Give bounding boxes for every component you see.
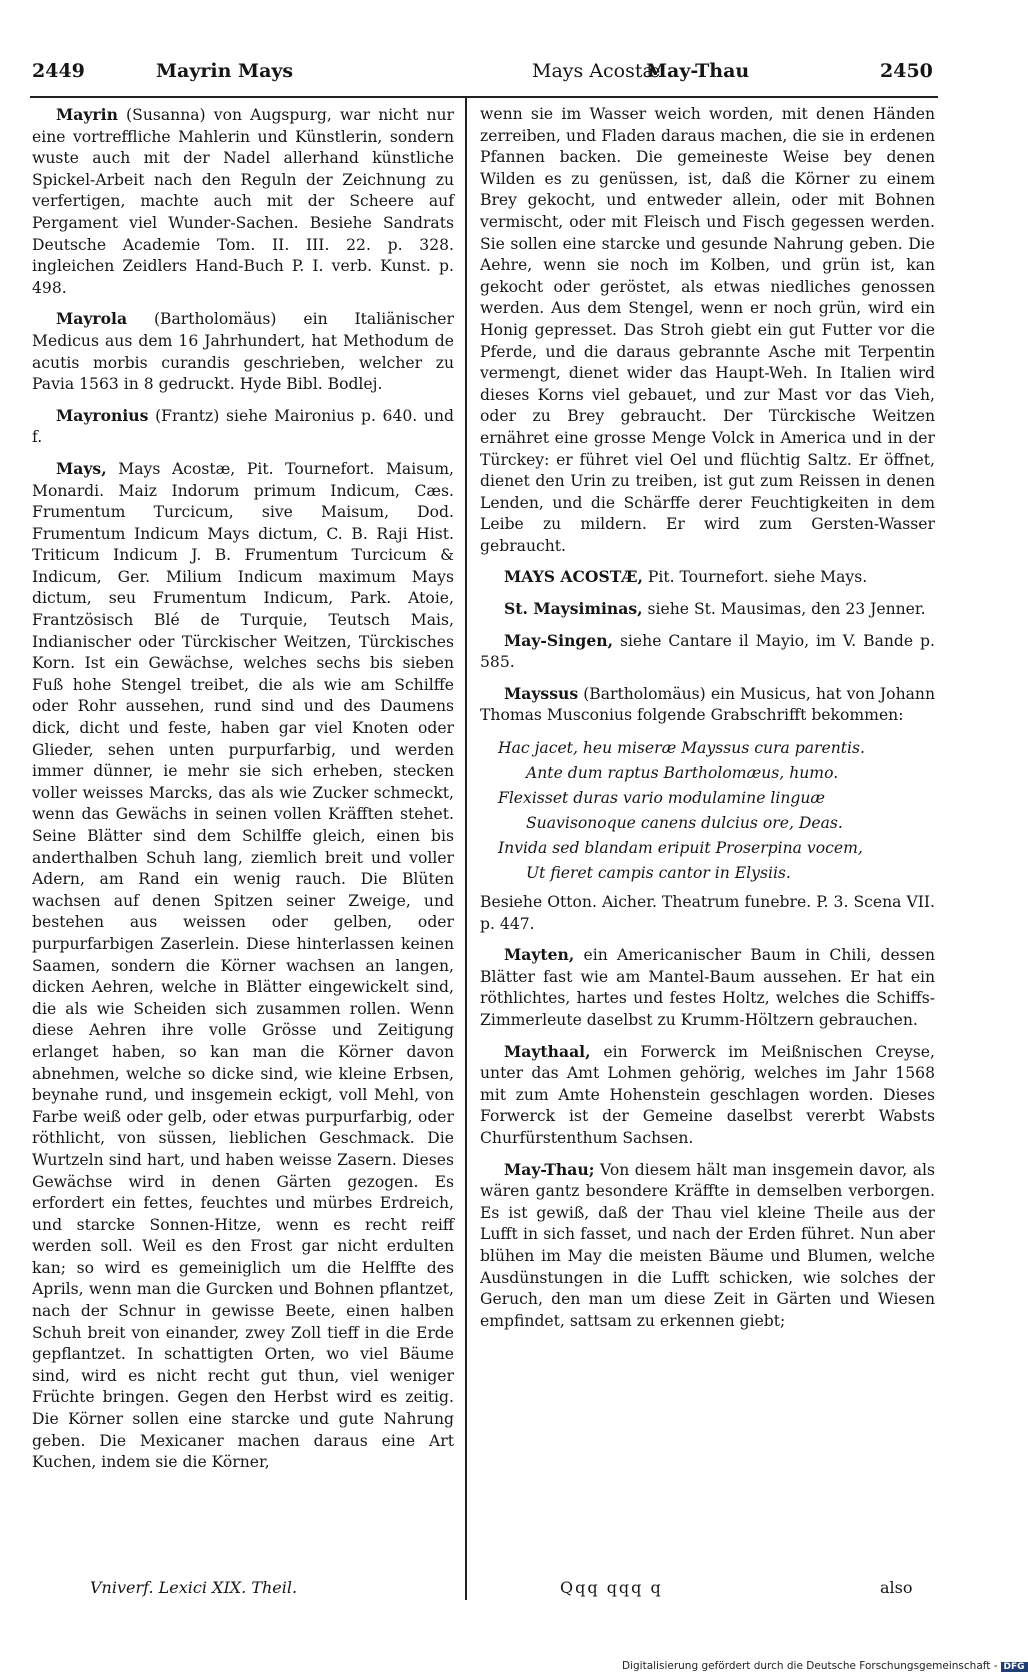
poem-line: Suavisonoque canens dulcius ore, Deas. [526, 814, 843, 833]
headword: Mayrola [56, 309, 128, 329]
poem-line: Ante dum raptus Bartholomæus, humo. [526, 764, 839, 783]
entry-mayrin [32, 104, 454, 299]
entry-mayssus [480, 683, 935, 727]
running-header [32, 60, 934, 90]
entry-mayronius [32, 405, 454, 449]
catchword: also [880, 1578, 913, 1597]
entry-text: Besiehe Otton. Aicher. Theatrum funebre. P. 3. Scena VII. p. 447. [480, 893, 935, 933]
entry-text: (Bartholomäus) ein Musicus, hat von Johann Thomas Musconius folgende Grabschrifft bekommen: [480, 684, 935, 725]
headword: MAYS ACOSTÆ, [504, 567, 643, 587]
headword: Maythaal, [504, 1041, 591, 1061]
poem-line: Hac jacet, heu miseræ Mayssus cura parentis. [498, 739, 865, 758]
headword: Mayten, [504, 945, 575, 965]
entry-text: Von diesem hält man insgemein davor, als wären gantz besondere Kräffte in demselben verborgen. Es ist gewiß, daß der Thau viel kleine Theile aus der Lufft in sich fasset, und nach der Erden führet. Nun aber blühen im May die meisten Bäume und Blumen, welche Ausdünstungen in die Lufft schicken, wie solches der Geruch, den man um diese Zeit in Gärten und Wiesen empfindet, sattsam zu erkennen giebt; [480, 1160, 935, 1330]
dfg-logo: DFG [1001, 1662, 1028, 1672]
headword: May-Singen, [504, 630, 614, 650]
headword: May-Thau; [504, 1159, 595, 1179]
entry-mays-acostae [480, 566, 935, 589]
entry-text: Pit. Tournefort. siehe Mays. [647, 568, 868, 587]
headword: St. Maysiminas, [504, 599, 643, 619]
column-divider [465, 98, 467, 1600]
entry-mays [32, 458, 454, 1474]
entry-text: ein Forwerck im Meißnischen Creyse, unter das Amt Lohmen gehörig, welches im Jahr 1568 mit zum Amte Hohenstein geschlagen worden. Dieses Forwerck ist der Gemeine daselbst vererbt Wabsts Churfürstenthum Sachsen. [480, 1042, 935, 1147]
right-column [480, 104, 935, 1341]
header-rule [30, 96, 938, 98]
poem-line: Invida sed blandam eripuit Proserpina vocem, [498, 839, 863, 858]
headword: Mayronius [56, 405, 149, 425]
epitaph-poem [498, 736, 935, 886]
entry-text: ein Americanischer Baum in Chili, dessen Blätter fast wie am Mantel-Baum aussehen. Er hat ein röthlichtes, hartes und festes Holtz, welches die Schiffs-Zimmerleute daselbst zu Krumm-Höltzern gebrauchen. [480, 946, 935, 1029]
sheet-signature: Qqq qqq q [560, 1578, 663, 1597]
entry-text: Mays Acostæ, Pit. Tournefort. Maisum, Monardi. Maiz Indorum primum Indicum, Cæs. Frumentum Turcicum, sive Maisum, Dod. Frumentum Indicum Mays dictum, C. B. Raji Hist. Triticum Indicum J. B. Frumentum Turcicum & Indicum, Ger. Milium Indicum maximum Mays dictum, seu Frumentum Indicum, Park. Atoie, Frantzösisch Blé de Turquie, Teutsch Mais, Indianischer oder Türckischer Weitzen, Türckisches Korn. Ist ein Gewächse, welches sechs bis sieben Fuß hohe Stengel treibet, die als wie am Schilffe oder Rohr aussehen, rund sind und des Daumens dick, dicht und feste, haben gar viel Knoten oder Glieder, sehen unten purpurfarbig, und werden immer dünner, ie mehr sie sich erheben, stecken voller weisses Marcks, das als wie Zucker schmeckt, wenn das Gewächs in seinen vollen Kräfften stehet. Seine Blätter sind dem Schilffe gleich, einen bis anderthalben Schuh lang, ziemlich breit und voller Adern, am Rand ein wenig rauch. Die Blüten wachsen auf denen Spitzen seiner Zweige, und bestehen aus weissen oder gelben, oder purpurfarbigen Zaserlein. Diese hinterlassen keinen Saamen, sondern die Körner wachsen an langen, dicken Aehren, welche in Blätter eingewickelt sind, die als wie Scheiden sich zusammen rollen. Wenn diese Aehren ihre volle Grösse und Zeitigung erlanget haben, so kan man die Körner davon abnehmen, welche so dicke sind, wie kleine Erbsen, beynahe rund, und insgemein eckigt, voll Mehl, von Farbe weiß oder gelb, oder etwas purpurfarbig, oder röthlicht, von süssen, lieblichen Geschmack. Die Wurtzeln sind hart, und haben weisse Zasern. Dieses Gewächse wird in denen Gärten gezogen. Es erfordert ein fettes, feuchtes und mürbes Erdreich, und starcke Sonnen-Hitze, wenn es recht reiff werden soll. Weil es den Frost gar nicht erdulten kan; so wird es gemeiniglich um die Helffte des Aprils, wenn man die Gurcken und Bohnen pflantzet, nach der Schnur in gewisse Beete, einen halben Schuh breit von einander, zwey Zoll tieff in die Erde gepflantzet. In schattigten Orten, wo viel Bäume sind, wird es nicht recht gut thun, viel weniger Früchte bringen. Gegen den Herbst wird es zeitig. Die Körner sollen eine starcke und gute Nahrung geben. Die Mexicaner machen daraus eine Art Kuchen, indem sie die Körner, [32, 459, 454, 1472]
entry-text: (Frantz) siehe Maironius p. 640. und f. [32, 406, 454, 447]
entry-text: (Susanna) von Augspurg, war nicht nur eine vortreffliche Mahlerin und Künstlerin, sondern wuste auch mit der Nadel allerhand künstliche Spickel-Arbeit nach den Reguln der Zeichnung zu verfertigen, machte auch mit der Scheere auf Pergament viel Wunder-Sachen. Besiehe Sandrats Deutsche Academie Tom. II. III. 22. p. 328. ingleichen Zeidlers Hand-Buch P. I. verb. Kunst. p. 498. [32, 106, 454, 297]
entry-text: (Bartholomäus) ein Italiänischer Medicus aus dem 16 Jahrhundert, hat Methodum de acutis morbis curandis geschrieben, welcher zu Pavia 1563 in 8 gedruckt. Hyde Bibl. Bodlej. [32, 310, 454, 394]
headword: Mayrin [56, 105, 118, 124]
entry-mays-continued [480, 104, 935, 557]
entry-may-thau [480, 1159, 935, 1333]
entry-text: siehe Cantare il Mayio, im V. Bande p. 585. [480, 631, 935, 672]
volume-signature: Vniverf. Lexici XIX. Theil. [90, 1578, 298, 1597]
entry-maythaal [480, 1041, 935, 1150]
headword: Mays, [56, 458, 107, 478]
entry-besiehe-aicher [480, 892, 935, 935]
poem-line: Ut fieret campis cantor in Elysiis. [526, 864, 791, 883]
entry-may-singen [480, 630, 935, 674]
page-number-right: 2450 [880, 60, 933, 82]
page-number-left: 2449 [32, 60, 85, 82]
poem-line: Flexisset duras vario modulamine linguæ [498, 789, 826, 808]
entry-maysiminas [480, 598, 935, 621]
entry-text: wenn sie im Wasser weich worden, mit denen Händen zerreiben, und Fladen daraus machen, die sie in erdenen Pfannen backen. Die gemeineste Weise bey denen Wilden es zu genüssen, ist, daß die Körner zu einem Brey gekocht, und entweder allein, oder mit Bohnen vermischt, oder mit Fleisch und Fisch gegessen werden. Sie sollen eine starcke und gesunde Nahrung geben. Die Aehre, wenn sie noch im Kolben, und grün ist, kan gekocht oder geröstet, als etwas niedliches genossen werden. Aus dem Stengel, wenn er noch grün, wird ein Honig gepresset. Das Stroh giebt ein gut Futter vor die Pferde, und die daraus gebrannte Asche mit Terpentin vermengt, dienet wider das Haupt-Weh. In Italien wird dieses Korns viel gebauet, und zur Mast vor das Vieh, oder zu Brey gebraucht. Der Türckische Weitzen ernähret eine grosse Menge Volck in America und in der Türckey: er führet viel Oel und flüchtig Saltz. Er öffnet, dienet den Urin zu treiben, ist gut zum Reissen in denen Lenden, und die Schärffe derer Feuchtigkeiten in dem Leibe zu mildern. Er wird zum Gersten-Wasser gebraucht. [480, 105, 935, 555]
entry-text: siehe St. Mausimas, den 23 Jenner. [647, 600, 926, 619]
entry-mayrola [32, 308, 454, 395]
running-title-right-bold: May-Thau [646, 60, 750, 82]
running-title-right-plain: Mays Acostæ [532, 60, 661, 82]
credit-text: Digitalisierung gefördert durch die Deutsche Forschungsgemeinschaft - [622, 1660, 998, 1672]
running-title-left: Mayrin Mays [156, 60, 294, 82]
digitization-credit [622, 1660, 1028, 1672]
headword: Mayssus [504, 683, 579, 703]
left-column [32, 104, 454, 1483]
entry-mayten [480, 944, 935, 1031]
